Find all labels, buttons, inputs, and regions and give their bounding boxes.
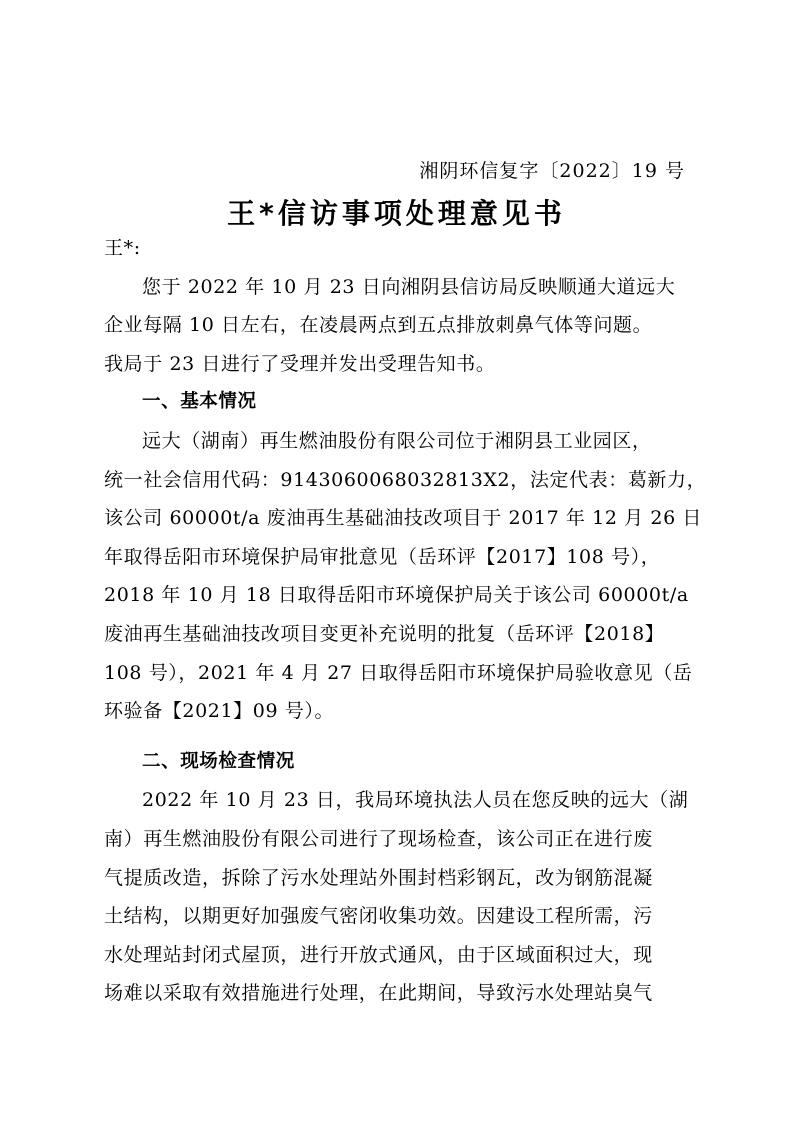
text-line: 2018 年 10 月 18 日取得岳阳市环境保护局关于该公司 60000t/a <box>104 584 689 607</box>
text-line: 场难以采取有效措施进行处理，在此期间，导致污水处理站臭气 <box>104 982 653 1005</box>
paragraph-site-inspection <box>104 781 694 1013</box>
document-title: 王*信访事项处理意见书 <box>227 197 566 230</box>
text-line: 您于 2022 年 10 月 23 日向湘阴县信访局反映顺通大道远大 <box>142 275 676 298</box>
paragraph-basic-info <box>104 422 707 731</box>
text-line: 水处理站封闭式屋顶，进行开放式通风，由于区域面积过大，现 <box>104 943 653 966</box>
text-line: 土结构，以期更好加强废气密闭收集功效。因建设工程所需，污 <box>104 905 653 928</box>
text-line: 废油再生基础油技改项目变更补充说明的批复（岳环评【2018】 <box>104 622 665 645</box>
text-line: 该公司 60000t/a 废油再生基础油技改项目于 2017 年 12 月 26 日 <box>104 507 703 530</box>
paragraph-complaint <box>104 268 694 384</box>
text-line: 环验备【2021】09 号）。 <box>104 700 335 723</box>
text-line: 统一社会信用代码：9143060068032813X2，法定代表：葛新力， <box>104 468 707 491</box>
text-line: 远大（湖南）再生燃油股份有限公司位于湘阴县工业园区， <box>142 429 652 452</box>
section-spacer <box>104 731 694 743</box>
text-line: 2022 年 10 月 23 日，我局环境执法人员在您反映的远大（湖 <box>142 789 689 812</box>
text-line: 年取得岳阳市环境保护局审批意见（岳环评【2017】108 号）， <box>104 545 661 568</box>
text-line: 我局于 23 日进行了受理并发出受理告知书。 <box>104 352 496 375</box>
salutation: 王*: <box>104 237 141 259</box>
text-line: 108 号），2021 年 4 月 27 日取得岳阳市环境保护局验收意见（岳 <box>104 661 693 684</box>
document-number: 湘阴环信复字〔2022〕19 号 <box>419 160 685 182</box>
text-line: 企业每隔 10 日左右，在凌晨两点到五点排放刺鼻气体等问题。 <box>104 314 653 337</box>
text-line: 气提质改造，拆除了污水处理站外围封档彩钢瓦，改为钢筋混凝 <box>104 866 653 889</box>
section-heading-site-inspection: 二、现场检查情况 <box>142 750 295 772</box>
section-heading-basic-info: 一、基本情况 <box>142 391 257 413</box>
document-body <box>104 229 707 1013</box>
text-line: 南）再生燃油股份有限公司进行了现场检查，该公司正在进行废 <box>104 827 653 850</box>
